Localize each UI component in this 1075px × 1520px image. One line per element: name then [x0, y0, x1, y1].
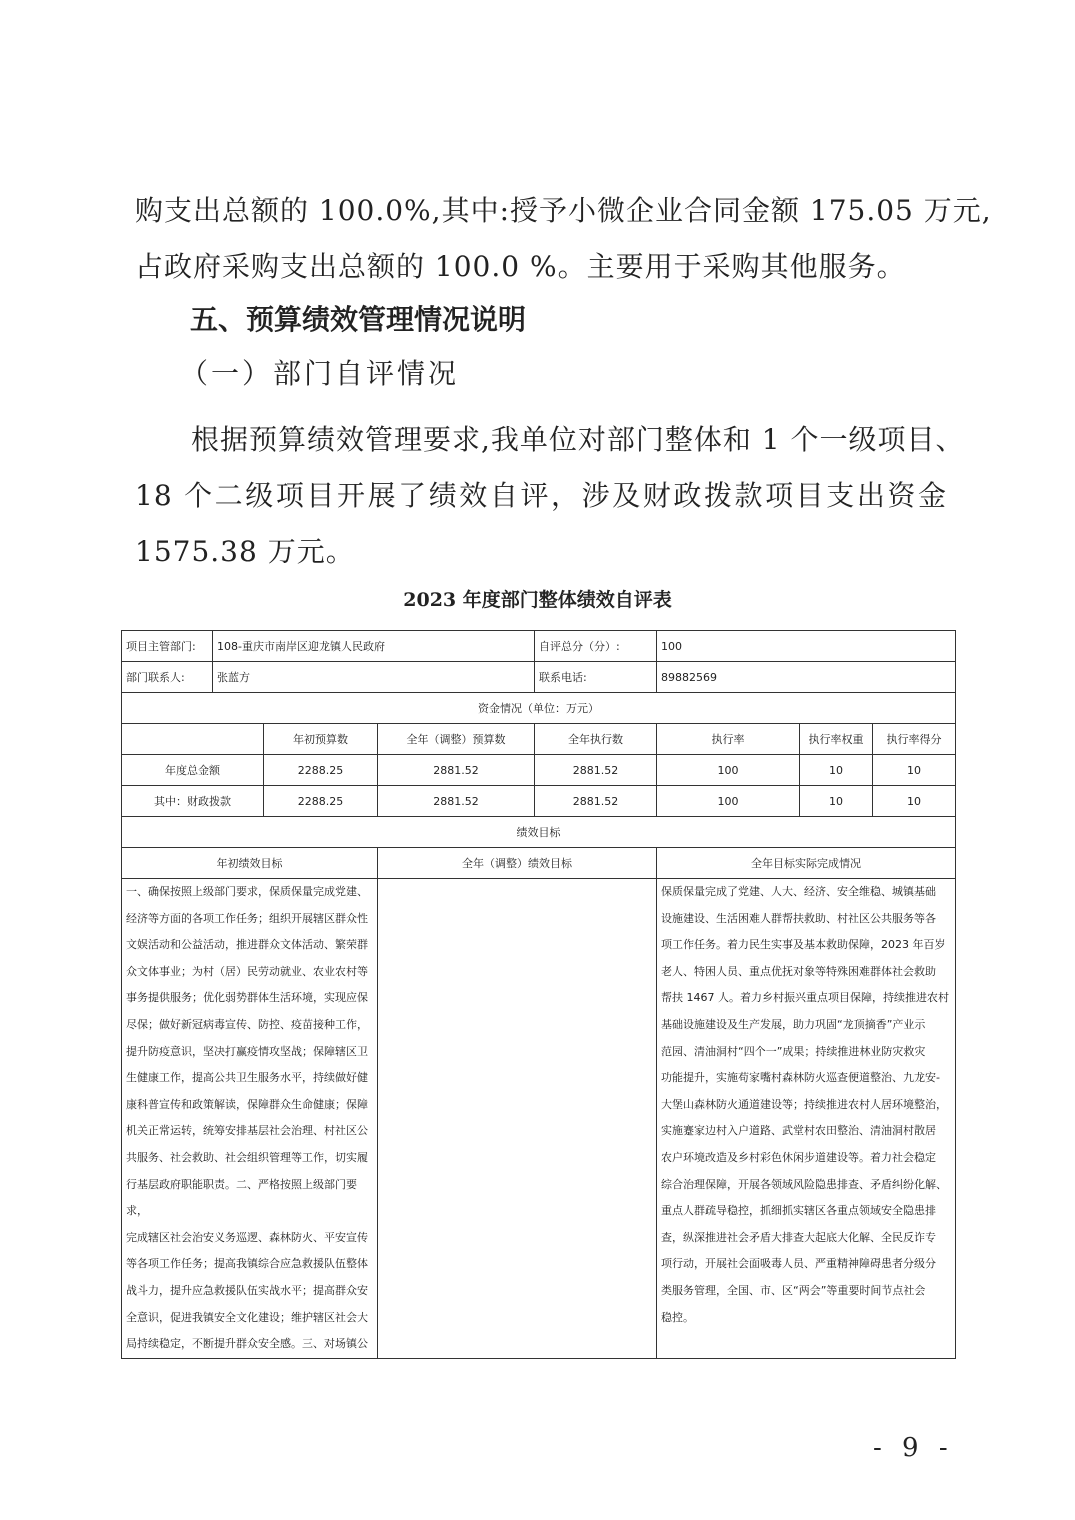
row-label: 年度总金额 [122, 755, 264, 786]
performance-table [121, 630, 956, 1359]
goal-col-adjusted: 全年（调整）绩效目标 [378, 848, 657, 879]
contact-label: 部门联系人: [122, 662, 213, 693]
cell-execution-rate: 100 [657, 786, 800, 817]
col-header-executed: 全年执行数 [535, 724, 657, 755]
cell-execution-rate: 100 [657, 755, 800, 786]
col-header-blank [122, 724, 264, 755]
funds-header-row [122, 693, 956, 724]
goals-header-row [122, 817, 956, 848]
dept-label: 项目主管部门: [122, 631, 213, 662]
intro-line-1: 购支出总额的 100.0%,其中:授予小微企业合同金额 175.05 万元, [135, 194, 992, 227]
col-header-adjusted-budget: 全年（调整）预算数 [378, 724, 535, 755]
contact-row [122, 662, 956, 693]
body-line-1: 根据预算绩效管理要求,我单位对部门整体和 1 个一级项目、 [191, 423, 965, 456]
goals-header: 绩效目标 [122, 817, 956, 848]
goal-col-initial: 年初绩效目标 [122, 848, 378, 879]
contact-value: 张蓝方 [213, 662, 535, 693]
goals-column-header-row [122, 848, 956, 879]
score-label: 自评总分（分）: [535, 631, 657, 662]
col-header-rate-score: 执行率得分 [873, 724, 956, 755]
phone-value: 89882569 [657, 662, 956, 693]
body-line-2: 18 个二级项目开展了绩效自评，涉及财政拨款项目支出资金 [135, 479, 947, 512]
table-row [122, 786, 956, 817]
goal-col-actual: 全年目标实际完成情况 [657, 848, 956, 879]
col-header-execution-rate: 执行率 [657, 724, 800, 755]
page-number: - 9 - [873, 1433, 954, 1463]
intro-line-2: 占政府采购支出总额的 100.0 %。主要用于采购其他服务。 [135, 250, 906, 283]
cell-rate-weight: 10 [800, 786, 873, 817]
cell-initial-budget: 2288.25 [264, 786, 378, 817]
funds-header: 资金情况（单位：万元） [122, 693, 956, 724]
cell-executed: 2881.52 [535, 755, 657, 786]
adjusted-goal-text [378, 879, 657, 1359]
cell-rate-weight: 10 [800, 755, 873, 786]
cell-rate-score: 10 [873, 755, 956, 786]
section-subheading: （一）部门自评情况 [180, 357, 460, 390]
funds-column-header-row [122, 724, 956, 755]
cell-executed: 2881.52 [535, 786, 657, 817]
cell-rate-score: 10 [873, 786, 956, 817]
cell-adjusted-budget: 2881.52 [378, 755, 535, 786]
cell-adjusted-budget: 2881.52 [378, 786, 535, 817]
col-header-initial-budget: 年初预算数 [264, 724, 378, 755]
body-paragraph [135, 412, 965, 580]
score-value: 100 [657, 631, 956, 662]
dept-row [122, 631, 956, 662]
table-title: 2023 年度部门整体绩效自评表 [403, 589, 672, 611]
cell-initial-budget: 2288.25 [264, 755, 378, 786]
section-heading: 五、预算绩效管理情况说明 [190, 303, 527, 336]
intro-paragraph [135, 183, 992, 295]
initial-goal-text: 一、确保按照上级部门要求，保质保量完成党建、 经济等方面的各项工作任务；组织开展辖区群众性 文娱活动和公益活动，推进群众文体活动、繁荣群 众文体事业；为村（居）民劳动就业、农业农村等 事务提供服务；优化弱势群体生活环境，实现应保 尽保；做好新冠病毒宣传、防控、疫苗接种工作， 提升防疫意识，坚决打赢疫情攻坚战；保障辖区卫 生健康工作，提高公共卫生服务水平，持续做好健 康科普宣传和政策解读，保障群众生命健康；保障 机关正常运转，统筹安排基层社会治理、村社区公 共服务、社会救助、社会组织管理等工作，切实履 行基层政府职能职责。二、严格按照上级部门要求， 完成辖区社会治安义务巡逻、森林防火、平安宣传 等各项工作任务；提高我镇综合应急救援队伍整体 战斗力，提升应急救援队伍实战水平；提高群众安 全意识，促进我镇安全文化建设；维护辖区社会大 局持续稳定，不断提升群众安全感。三、对场镇公 [122, 879, 378, 1359]
row-label: 其中：财政拨款 [122, 786, 264, 817]
table-row [122, 755, 956, 786]
actual-completion-text: 保质保量完成了党建、人大、经济、安全维稳、城镇基础 设施建设、生活困难人群帮扶救助、村社区公共服务等各 项工作任务。着力民生实事及基本救助保障，2023 年百岁 老人、特困人员、重点优抚对象等特殊困难群体社会救助 帮扶 1467 人。着力乡村振兴重点项目保障，持续推进农村 基础设施建设及生产发展，助力巩固“龙顶摘香”产业示 范园、清油洞村“四个一”成果；持续推进林业防灾救灾 功能提升，实施苟家嘴村森林防火巡查便道整治、九龙安- 大堡山森林防火通道建设等；持续推进农村人居环境整治， 实施蹇家边村入户道路、武堂村农田整治、清油洞村散居 农户环境改造及乡村彩色休闲步道建设等。着力社会稳定 综合治理保障，开展各领域风险隐患排查、矛盾纠纷化解、 重点人群疏导稳控，抓细抓实辖区各重点领域安全隐患排 查，纵深推进社会矛盾大排查大起底大化解、全民反诈专 项行动，开展社会面吸毒人员、严重精神障碍患者分级分 类服务管理，全国、市、区“两会”等重要时间节点社会 稳控。 [657, 879, 956, 1359]
dept-value: 108-重庆市南岸区迎龙镇人民政府 [213, 631, 535, 662]
goals-content-row [122, 879, 956, 1359]
body-line-3: 1575.38 万元。 [135, 535, 355, 568]
col-header-rate-weight: 执行率权重 [800, 724, 873, 755]
phone-label: 联系电话: [535, 662, 657, 693]
